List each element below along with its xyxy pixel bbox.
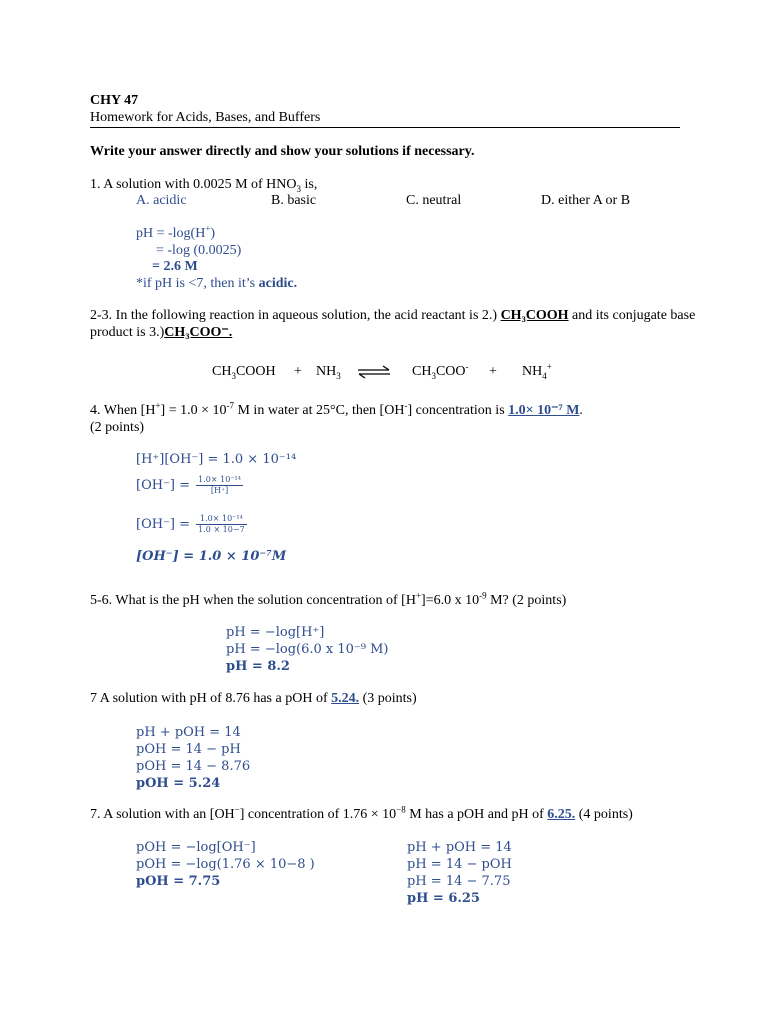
- product-ammonium: $NH_4^+$: [522, 361, 552, 381]
- instructions: Write your answer directly and show your solutions if necessary.: [90, 144, 475, 159]
- q7b-left-work-line-1: pOH = −log[OH⁻]: [136, 840, 256, 855]
- header-rule: [90, 127, 680, 128]
- q56-question: 5-6. What is the pH when the solution concentration of [H+]=6.0 x $10^{-9}$ M? (2 points): [90, 590, 567, 608]
- equilibrium-arrow-icon: [356, 364, 392, 380]
- q1-work-line-3: = 2.6 M: [152, 259, 198, 274]
- course-code: CHY 47: [90, 93, 139, 108]
- q56-result: pH = 8.2: [226, 659, 290, 674]
- q1-option-c: C. neutral: [406, 193, 462, 208]
- q1-note: *if pH is <7, then it’s acidic.: [136, 276, 298, 291]
- q56-work-line-1: pH = −log[H⁺]: [226, 625, 325, 640]
- q1-option-d: D. either A or B: [541, 193, 631, 208]
- q7b-question: 7. A solution with an [OH−] concentration of $1.76 \times 10^{-8}$ M has a pOH and pH of 6.25. (4 points): [90, 804, 633, 822]
- q4-question: 4. When $[H^+] = 1.0 \times 10^{-7}$ M in water at 25°C, then [OH-] concentration is 1.0× 10⁻⁷ M.: [90, 400, 583, 418]
- q7a-work-line-3: pOH = 14 − 8.76: [136, 759, 251, 774]
- q4-work-line-3: [OH⁻] = $\frac{\text{1.0× 10⁻¹⁴}}{1.0 \times 10-7}$: [136, 514, 245, 534]
- q1-option-b: B. basic: [271, 193, 317, 208]
- document-title: Homework for Acids, Bases, and Buffers: [90, 110, 321, 125]
- q7b-left-work-line-2: pOH = −log(1.76 × 10−8 ): [136, 857, 315, 872]
- q1-option-a: A. acidic: [136, 193, 187, 208]
- product-acetate: $CH_3COO^-$: [412, 361, 469, 381]
- q1-question: 1. A solution with 0.0025 M of $HNO_3$ is,: [90, 177, 318, 194]
- q7b-left-result: pOH = 7.75: [136, 874, 221, 889]
- q4-work-line-1: [H⁺][OH⁻] = 1.0 × 10⁻¹⁴: [136, 452, 297, 467]
- q4-work-line-2: [OH⁻] = $\frac{\text{1.0× 10⁻¹⁴}}{[H^+]}$: [136, 475, 241, 495]
- q4-result: [OH⁻] = 1.0 × 10⁻⁷M: [136, 549, 287, 564]
- q7b-right-work-line-2: pH = 14 − pOH: [407, 857, 512, 872]
- q1-work-line-1: pH = -log(H+): [136, 223, 216, 241]
- q7a-work-line-1: pH + pOH = 14: [136, 725, 241, 740]
- q23-question-line-1: 2-3. In the following reaction in aqueous solution, the acid reactant is 2.) CH₃COOH and its conjugate base: [90, 308, 696, 323]
- q23-question-line-2: product is 3.)CH₃COO⁻.: [90, 325, 233, 340]
- reactant-acetic-acid: $CH_3COOH$: [212, 364, 276, 381]
- reactant-ammonia: $NH_3$: [316, 364, 341, 381]
- q4-points: (2 points): [90, 420, 145, 435]
- q7b-right-work-line-3: pH = 14 − 7.75: [407, 874, 511, 889]
- reaction-plus-2: +: [489, 364, 497, 379]
- q7a-work-line-2: pOH = 14 − pH: [136, 742, 241, 757]
- reaction-plus-1: +: [294, 364, 302, 379]
- q7b-right-result: pH = 6.25: [407, 891, 480, 906]
- q56-work-line-2: pH = −log(6.0 x 10⁻⁹ M): [226, 642, 389, 657]
- q7a-question: 7 A solution with pH of 8.76 has a pOH of 5.24. (3 points): [90, 691, 417, 706]
- q1-work-line-2: = -log (0.0025): [156, 243, 242, 258]
- q7a-result: pOH = 5.24: [136, 776, 221, 791]
- q7b-right-work-line-1: pH + pOH = 14: [407, 840, 512, 855]
